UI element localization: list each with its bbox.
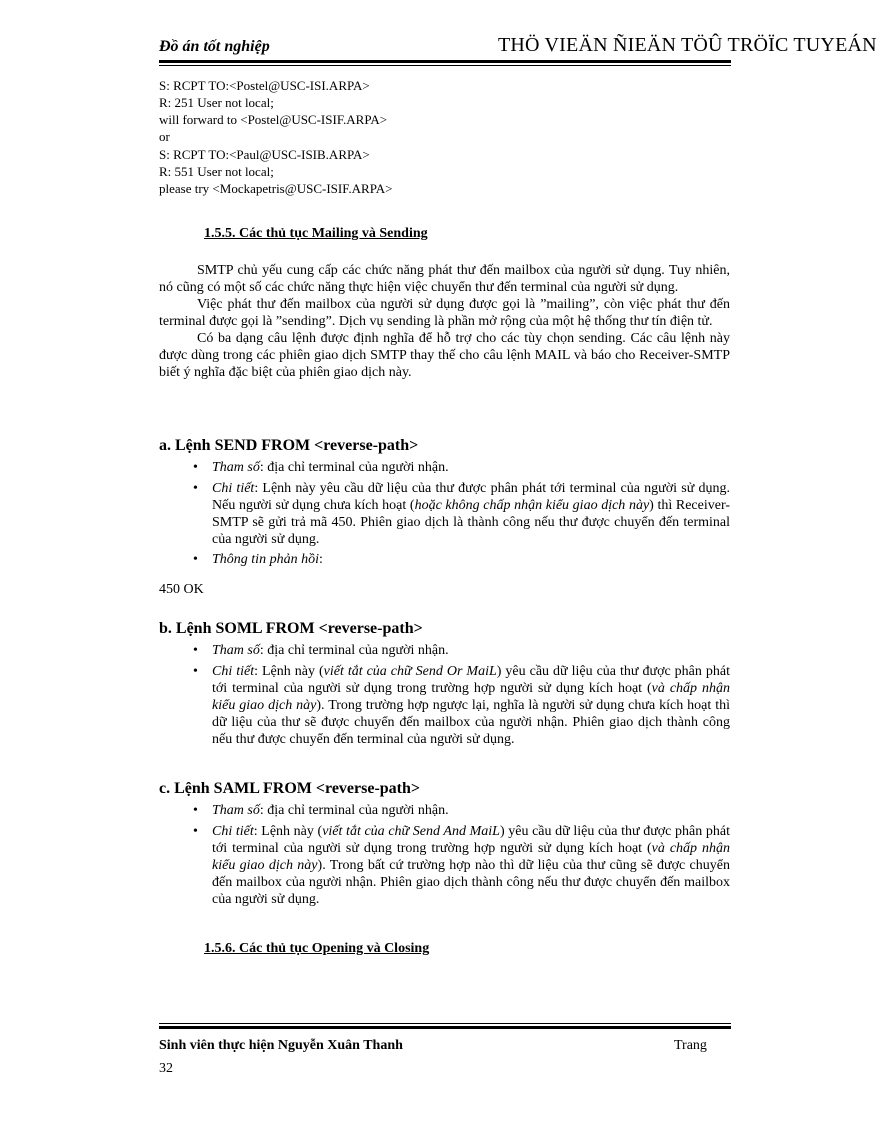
detail-italic: và chấp nhận kiểu giao dịch này (212, 681, 730, 713)
list-item (193, 642, 730, 659)
soml-details (193, 642, 730, 748)
detail-text: ) yêu cầu dữ liệu của thư được phân phát tới terminal của người sử dụng trong trường hợp người sử dụng kích hoạt ( (212, 664, 730, 696)
detail-label: Chi tiết (212, 824, 254, 839)
detail-italic: viết tắt của chữ Send And MaiL (322, 824, 500, 839)
footer-rule (159, 1026, 731, 1029)
detail-text: ) thì Receiver-SMTP sẽ gửi trả mã 450. Phiên giao dịch là thành công nếu thư được chuyển đến terminal của người sử dụng. (212, 498, 730, 547)
param-label: Tham số (212, 460, 260, 475)
detail-text: : Lệnh này ( (254, 664, 324, 679)
list-item (193, 802, 730, 819)
param-text: : địa chỉ terminal của người nhận. (259, 460, 449, 475)
param-label: Tham số (212, 643, 260, 658)
footer-page-label: Trang (674, 1038, 707, 1053)
detail-italic: viết tắt của chữ Send Or MaiL (323, 664, 497, 679)
smtp-line: R: 251 User not local; (159, 95, 274, 110)
paragraph: SMTP chủ yếu cung cấp các chức năng phát thư đến mailbox của người sử dụng. Tuy nhiên, nó cũng có một số các chức năng thực hiện việc chuyển thư đến terminal của người sử dụng. (159, 263, 730, 295)
list-item (193, 480, 730, 548)
bullet-icon: • (193, 460, 198, 475)
smtp-line: S: RCPT TO:<Postel@USC-ISI.ARPA> (159, 78, 370, 93)
paragraph: Có ba dạng câu lệnh được định nghĩa để hỗ trợ cho các tùy chọn sending. Các câu lệnh này được dùng trong các phiên giao dịch SMTP thay thế cho câu lệnh MAIL và báo cho Receiver-SMTP biết ý nghĩa đặc biệt của phiên giao dịch này. (159, 331, 730, 380)
footer-student: Sinh viên thực hiện Nguyễn Xuân Thanh (159, 1038, 403, 1053)
smtp-line: will forward to <Postel@USC-ISIF.ARPA> (159, 112, 388, 127)
bullet-icon: • (193, 664, 198, 679)
smtp-line: S: RCPT TO:<Paul@USC-ISIB.ARPA> (159, 147, 370, 162)
bullet-icon: • (193, 824, 198, 839)
paragraph: Việc phát thư đến mailbox của người sử dụng được gọi là ”mailing”, còn việc phát thư đến terminal được gọi là ”sending”. Dịch vụ sending là phần mở rộng của một hệ thống thư tín điện tử. (159, 297, 730, 329)
detail-text: : Lệnh này yêu cầu dữ liệu của thư được phân phát tới terminal của người sử dụng. Nếu người sử dụng chưa kích hoạt ( (212, 481, 730, 513)
reply-code: 450 OK (159, 582, 204, 597)
header-rule-thin (159, 65, 731, 66)
detail-text: : Lệnh này ( (253, 824, 323, 839)
header-title: Đồ án tốt nghiệp (159, 38, 270, 55)
detail-text: ). Trong trường hợp ngược lại, nghĩa là người sử dụng chưa kích hoạt thì dữ liệu của thư sẽ được chuyển đến mailbox của người nhận. Phiên giao dịch thành công nếu thư được chuyển đến terminal của người sử dụng. (212, 698, 730, 747)
page-number: 32 (159, 1061, 173, 1076)
intro-paragraphs (159, 262, 730, 381)
list-item (193, 823, 730, 908)
detail-text: ). Trong bất cứ trường hợp nào thì dữ liệu của thư cũng sẽ được chuyển đến mailbox của người nhận. Phiên giao dịch thành công nếu thư được chuyển đến mailbox của người sử dụng. (212, 858, 730, 907)
bullet-icon: • (193, 803, 198, 818)
bullet-icon: • (193, 643, 198, 658)
bullet-icon: • (193, 552, 198, 567)
param-text: : địa chỉ terminal của người nhận. (259, 803, 449, 818)
footer-rule-thin (159, 1023, 731, 1024)
list-item (193, 663, 730, 748)
detail-label: Chi tiết (212, 664, 255, 679)
detail-italic: và chấp nhận kiểu giao dịch này (212, 841, 730, 873)
smtp-line: or (159, 129, 170, 144)
param-label: Tham số (212, 803, 260, 818)
command-heading-send: a. Lệnh SEND FROM <reverse-path> (159, 437, 419, 454)
section-heading-156: 1.5.6. Các thủ tục Opening và Closing (204, 941, 430, 956)
reply-label: Thông tin phản hồi (212, 552, 319, 567)
header-rule (159, 60, 731, 63)
command-heading-saml: c. Lệnh SAML FROM <reverse-path> (159, 780, 421, 797)
smtp-line: please try <Mockapetris@USC-ISIF.ARPA> (159, 181, 393, 196)
detail-italic: hoặc không chấp nhận kiểu giao dịch này (414, 498, 650, 513)
list-item (193, 551, 730, 568)
header-library-name: THÖ VIEÄN ÑIEÄN TÖÛ TRÖÏC TUYEÁN (498, 34, 877, 56)
reply-colon: : (318, 552, 323, 567)
detail-text: ) yêu cầu dữ liệu của thư được phân phát tới terminal của người sử dụng trong trường hợp người sử dụng kích hoạt ( (212, 824, 730, 856)
section-heading-155: 1.5.5. Các thủ tục Mailing và Sending (204, 226, 428, 241)
list-item (193, 459, 730, 476)
smtp-line: R: 551 User not local; (159, 164, 274, 179)
bullet-icon: • (193, 481, 198, 496)
saml-details (193, 802, 730, 908)
send-details (193, 459, 730, 568)
detail-label: Chi tiết (212, 481, 255, 496)
param-text: : địa chỉ terminal của người nhận. (259, 643, 449, 658)
command-heading-soml: b. Lệnh SOML FROM <reverse-path> (159, 620, 423, 637)
